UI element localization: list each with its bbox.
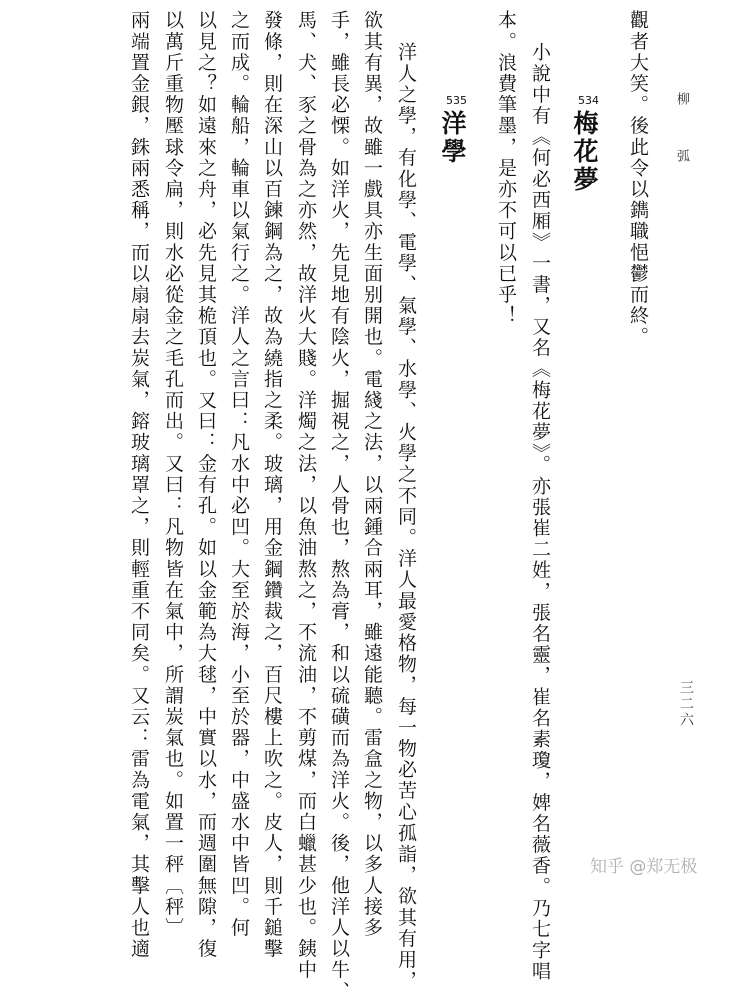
text-column-534-2: 本。浪費筆墨，是亦不可以已乎！ <box>495 10 517 327</box>
entry-number-534: 534 <box>578 94 599 107</box>
page-number: 三二六 <box>678 680 694 728</box>
text-column-535-5: 發條，則在深山以百鍊鋼為之，故為繞指之柔。玻璃，用金鋼鑽裁之，百尺樓上吹之。皮人，則千鎚擊 <box>261 10 283 960</box>
text-column-prev: 觀者大笑。後此令以鐫職悒鬱而終。 <box>627 10 649 348</box>
entry-title-534: 梅花夢 <box>570 110 599 194</box>
entry-title-535: 洋學 <box>438 110 467 166</box>
watermark: 知乎 @郑无极 <box>590 857 698 877</box>
text-column-535-2: 欲其有異，故雖一戲具亦生面别開也。電綫之法，以兩鍾合兩耳，雖遠能聽。雷盒之物，以多人接多 <box>361 10 383 939</box>
text-column-535-7: 以見之？如遠來之舟，必先見其桅頂也。又曰：金有孔。如以金範為大毬，中實以水，而週圍無隙，復 <box>195 10 217 960</box>
text-column-535-4: 馬、犬、豕之骨為之亦然，故洋火大賤。洋燭之法，以魚油熬之，不流油，不剪煤，而白蠟甚少也。銕中 <box>295 10 317 981</box>
text-column-534-1: 小說中有《何必西厢》一書，又名《梅花夢》。亦張崔二姓，張名靈，崔名素瓊，婢名薇香。乃七字唱 <box>529 42 551 982</box>
text-column-535-6: 之而成。輪船，輪車以氣行之。洋人之言曰：凡水中必凹。大至於海，小至於器，中盛水中皆凹。何 <box>228 10 250 939</box>
text-column-535-1: 洋人之學，有化學、電學、氣學、水學、火學之不同。洋人最愛格物，每一物必苦心孤詣，欲其有用， <box>395 42 417 992</box>
entry-number-535: 535 <box>446 94 467 107</box>
text-column-535-9: 兩端置金銀，銖兩悉稱，而以扇扇去炭氣，鎔玻璃罩之，則輕重不同矣。又云：雷為電氣，其擊人也適 <box>128 10 150 960</box>
text-column-535-3: 手，雖長必慄。如洋火，先見地有陰火，掘視之，人骨也，熬為膏，和以硫磺而為洋火。後，他洋人以牛、 <box>328 10 350 1002</box>
running-title: 柳 弧 <box>674 92 689 183</box>
text-column-535-8: 以萬斤重物壓球令扁，則水必從金之毛孔而出。又曰：凡物皆在氣中，所謂炭氣也。如置一秤〔秤〕 <box>162 10 184 939</box>
